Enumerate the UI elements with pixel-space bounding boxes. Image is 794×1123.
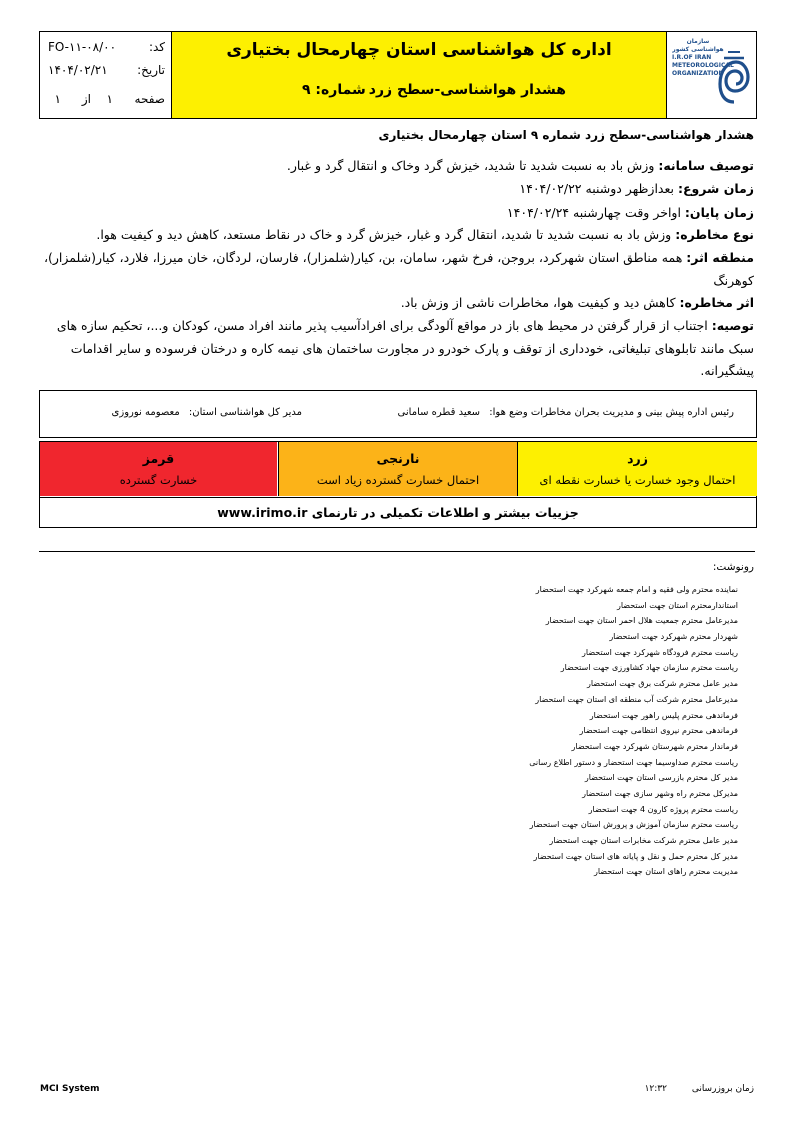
level-orange-desc: احتمال خسارت گسترده زیاد است — [316, 473, 480, 487]
cc-item: ریاست محترم پروژه کارون 4 جهت استحضار — [588, 804, 738, 814]
footer-update-time — [645, 1084, 754, 1094]
level-red-title: قرمز — [142, 451, 175, 466]
date-value: ۱۴۰۴/۰۲/۲۱ — [48, 63, 108, 77]
advice-text-3: پیشگیرانه. — [700, 363, 754, 378]
director-label: مدیر کل هواشناسی استان: — [188, 407, 302, 418]
hazard-effect — [401, 295, 754, 310]
affected-area — [44, 250, 754, 265]
cc-item: فرماندار محترم شهرستان شهرکرد جهت استحضار — [571, 741, 738, 751]
director — [112, 407, 302, 418]
logo-en-line-1: I.R.OF IRAN — [672, 54, 712, 61]
page-of: از — [81, 92, 91, 106]
cc-item: مدیر عامل محترم شرکت مخابرات استان جهت استحضار — [549, 836, 738, 845]
effect-label: اثر مخاطره: — [679, 295, 754, 310]
forecast-label: رئیس اداره پیش بینی و مدیریت بحران مخاطرات وضع هوا: — [489, 407, 734, 418]
number-label: شماره: — [315, 82, 366, 98]
organization-logo — [668, 32, 756, 118]
document-header — [39, 31, 757, 119]
system-description — [287, 158, 754, 173]
forecast-name: سعید قطره سامانی — [397, 407, 481, 418]
director-name: معصومه نوروزی — [111, 407, 180, 418]
spiral-logo-icon — [718, 44, 750, 106]
update-label: زمان بروزرسانی — [691, 1084, 754, 1094]
cc-item: فرماندهی محترم نیروی انتظامی جهت استحضار — [579, 726, 738, 736]
update-time: ۱۲:۳۲ — [644, 1084, 667, 1094]
cc-item: فرماندهی محترم پلیس راهور جهت استحضار — [589, 710, 738, 720]
area-text-1: همه مناطق استان شهرکرد، بروجن، فرخ شهر، سامان، بن، کیار(شلمزار)، فارسان، لردگان، خان میرزا، فلارد، کیار(شلمزار)، — [43, 250, 687, 265]
advice — [57, 318, 754, 333]
number-value: ۹ — [302, 82, 311, 98]
page-total: ۱ — [54, 92, 61, 106]
forecast-head — [398, 407, 734, 418]
hazard-type — [96, 227, 754, 242]
code-value: FO-۱۱-۰۸/۰۰ — [48, 40, 117, 54]
start-text: بعدازظهر دوشنبه ۱۴۰۴/۰۲/۲۲ — [519, 181, 678, 196]
cc-item: مدیریت محترم راهای استان جهت استحضار — [593, 867, 738, 877]
effect-text: کاهش دید و کیفیت هوا، مخاطرات ناشی از وزش باد. — [400, 295, 680, 310]
level-yellow-title: زرد — [627, 451, 648, 466]
start-time — [519, 181, 754, 196]
cc-item: مدیرعامل محترم جمعیت هلال احمر استان جهت استحضار — [545, 616, 738, 626]
cc-item: ریاست محترم صداوسیما جهت استحضار و دستور اطلاع رسانی — [529, 757, 738, 767]
area-text-2: کوهرنگ — [713, 273, 754, 288]
area-label: منطقه اثر: — [686, 250, 754, 265]
end-label: زمان پایان: — [684, 205, 754, 220]
system-label: توصیف سامانه: — [658, 158, 754, 173]
level-red — [40, 442, 277, 496]
end-text: اواخر وقت چهارشنبه ۱۴۰۴/۰۲/۲۴ — [506, 205, 685, 220]
page-label: صفحه — [134, 92, 165, 106]
cc-item: مدیرکل محترم راه وشهر سازی جهت استحضار — [582, 788, 738, 798]
cc-item: مدیرعامل محترم شرکت آب منطقه ای استان جهت استحضار — [535, 694, 738, 704]
date-label: تاریخ: — [137, 63, 165, 77]
logo-fa-text: سازمان هواشناسی کشور — [672, 38, 724, 53]
logo-en-line-2: METEOROLOGICAL — [672, 62, 734, 69]
document-meta — [40, 32, 172, 118]
advice-label: توصیه: — [711, 318, 754, 333]
warning-level-subtitle: هشدار هواشناسی-سطح زرد — [368, 82, 566, 98]
start-label: زمان شروع: — [677, 181, 754, 196]
cc-item: شهردار محترم شهرکرد جهت استحضار — [609, 632, 738, 642]
cc-item: مدیر کل محترم حمل و نقل و پایانه های استان جهت استحضار — [533, 851, 738, 861]
footer-system: MCI System — [40, 1084, 100, 1094]
page-title: اداره کل هواشناسی استان چهارمحال بختیاری — [226, 40, 612, 60]
logo-en-line-3: ORGANIZATION — [672, 70, 724, 77]
advice-text-2: سبک مانند تابلوهای تبلیغاتی، خودداری از توقف و پارک خودرو در مجاورت ساختمان های نیمه کاره و درختان فرسوده و سایر اقدامات — [70, 341, 754, 356]
level-red-desc: خسارت گسترده — [119, 473, 198, 487]
system-text: وزش باد به نسبت شدید تا شدید، خیزش گرد وخاک و انتقال گرد و غبار. — [286, 158, 659, 173]
signatures-box — [39, 390, 757, 438]
warning-details — [38, 128, 754, 383]
level-orange-title: نارنجی — [376, 451, 420, 466]
cc-item: نماینده محترم ولی فقیه و امام جمعه شهرکرد جهت استحضار — [535, 585, 738, 594]
level-orange — [278, 442, 517, 496]
cc-item: استاندارمحترم استان جهت استحضار — [616, 600, 738, 610]
cc-title: رونوشت: — [712, 561, 754, 573]
hazard-label: نوع مخاطره: — [675, 227, 754, 242]
level-yellow-desc: احتمال وجود خسارت یا خسارت نقطه ای — [539, 473, 736, 487]
warning-heading: هشدار هواشناسی-سطح زرد شماره ۹ استان چهارمحال بختیاری — [378, 128, 754, 142]
cc-list — [529, 585, 738, 883]
header-title-area — [172, 32, 667, 118]
code-label: کد: — [148, 40, 165, 54]
cc-item: ریاست محترم سازمان آموزش و پرورش استان جهت استحضار — [529, 820, 738, 830]
cc-item: ریاست محترم سازمان جهاد کشاورزی جهت استحضار — [560, 663, 738, 673]
page-current: ۱ — [106, 92, 113, 106]
hazard-text: وزش باد به نسبت شدید تا شدید، انتقال گرد و غبار، خیزش گرد و خاک در نقاط مستعد، کاهش دید و کیفیت هوا. — [96, 227, 676, 242]
warning-levels-table — [39, 441, 757, 528]
cc-item: ریاست محترم فرودگاه شهرکرد جهت استحضار — [582, 647, 738, 657]
more-info-link[interactable]: جزییات بیشتر و اطلاعات تکمیلی در تارنمای www.irimo.ir — [40, 497, 756, 528]
warning-number — [302, 82, 366, 98]
divider — [39, 551, 755, 552]
cc-item: مدیر کل محترم بازرسی استان جهت استحضار — [584, 773, 738, 783]
cc-item: مدیر عامل محترم شرکت برق جهت استحضار — [586, 679, 738, 689]
end-time — [507, 205, 754, 220]
advice-text-1: اجتناب از قرار گرفتن در محیط های باز در مواقع آلودگی برای افرادآسیب پذیر مانند افراد مسن، کودکان و...، تحکیم سازه های — [56, 318, 712, 333]
level-yellow — [517, 442, 757, 496]
